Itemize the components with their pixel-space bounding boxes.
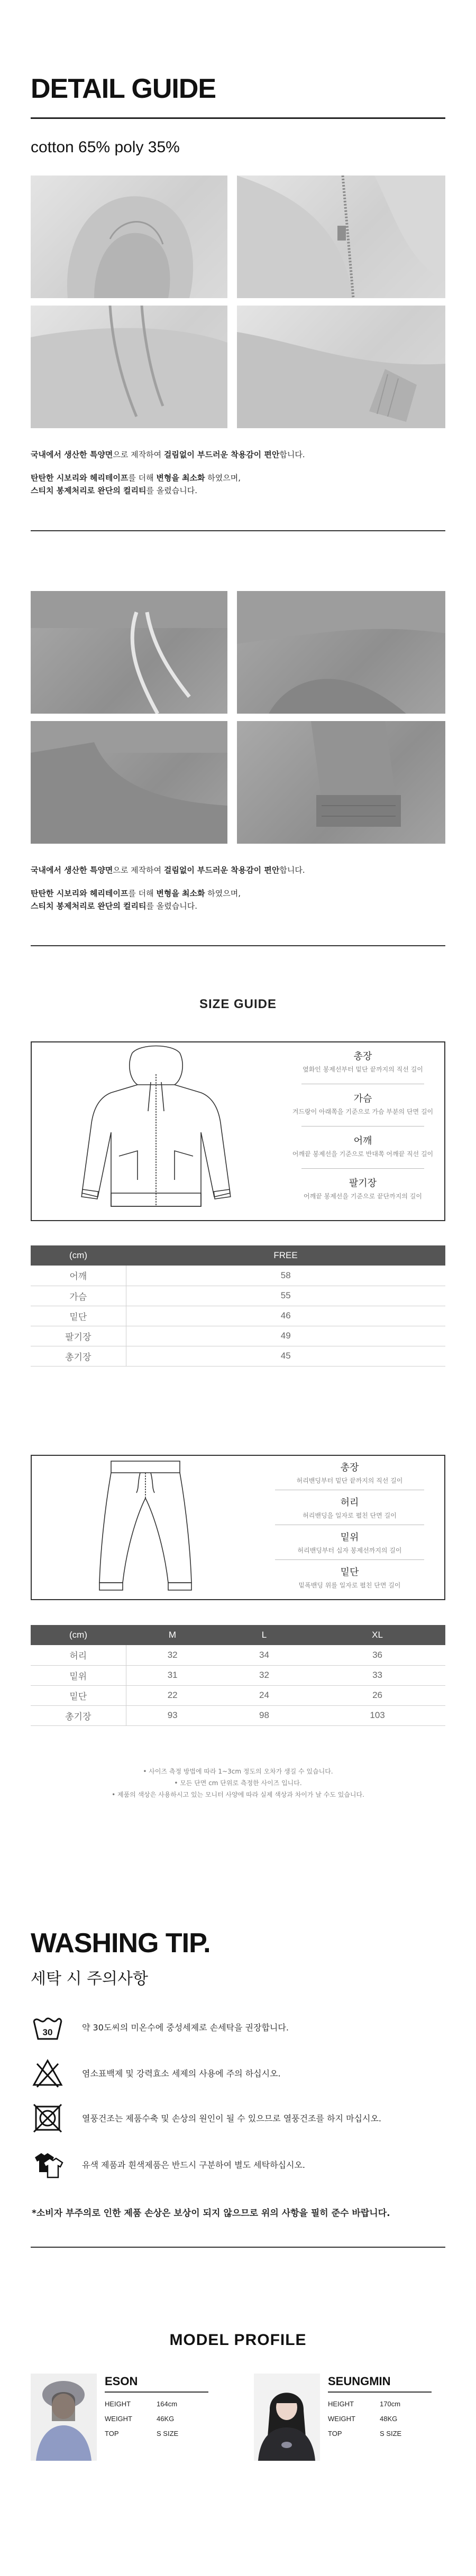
model-spec-label: HEIGHT: [105, 2400, 131, 2408]
measure-name: 밑위: [340, 1532, 359, 1543]
table-row: [31, 1326, 445, 1346]
measure-item: [280, 1091, 445, 1116]
measure-item: [254, 1495, 445, 1520]
measure-desc: 허리밴딩부터 십자 봉제선까지의 길이: [297, 1547, 402, 1554]
table-cell: 93: [126, 1705, 219, 1725]
detail-guide-section: [0, 0, 476, 560]
material-text: cotton 65% poly 35%: [31, 139, 180, 156]
wash-item: [32, 2149, 444, 2181]
measure-item: [254, 1460, 445, 1485]
bottom-measure-list: [254, 1456, 445, 1599]
measure-name: 총장: [340, 1462, 359, 1473]
hoodie-flat-icon: [32, 1042, 280, 1220]
desc-bold: 국내에서 생산한 특양면: [31, 450, 113, 459]
model-spec-label: TOP: [328, 2430, 342, 2437]
table-cell: 총기장: [31, 1705, 126, 1725]
measure-name: 총장: [353, 1051, 372, 1062]
desc-text: 를 더해: [128, 473, 157, 483]
detail-guide-title: DETAIL GUIDE: [31, 73, 216, 104]
section-divider: [31, 2247, 445, 2248]
desc-text: 으로 제작하여: [113, 865, 164, 875]
measure-divider: [275, 1559, 424, 1560]
no-bleach-icon: [32, 2057, 63, 2089]
hoodie-cuff-photo: [237, 306, 445, 428]
measure-desc: 어깨끝 봉제선을 기준으로 반대쪽 어깨끝 직선 길이: [292, 1150, 434, 1158]
model-spec-value: S SIZE: [157, 2430, 179, 2437]
title-underline: [31, 117, 445, 119]
measure-item: [254, 1530, 445, 1555]
bottom-size-table: [31, 1625, 445, 1726]
section-divider: [31, 530, 445, 531]
wash-text: 열풍건조는 제품수축 및 손상의 원인이 될 수 있으므로 열풍건조를 하지 마십시오.: [82, 2113, 381, 2123]
table-header: XL: [309, 1625, 445, 1645]
bottom-size-diagram: [31, 1455, 445, 1600]
measure-desc: 밑폭밴딩 위를 일자로 펼친 단면 길이: [298, 1582, 401, 1589]
wash-item: [32, 2011, 444, 2043]
table-cell: 31: [126, 1665, 219, 1685]
measure-name: 밑단: [340, 1567, 359, 1578]
hoodie-description: [31, 448, 445, 497]
desc-text: 를 올렸습니다.: [146, 901, 198, 911]
table-row: [31, 1266, 445, 1286]
model-spec-label: WEIGHT: [328, 2415, 355, 2423]
pants-cuff-photo: [237, 721, 445, 844]
table-cell: 허리: [31, 1645, 126, 1665]
model-spec-label: HEIGHT: [328, 2400, 354, 2408]
desc-text: 하였으며,: [205, 889, 241, 898]
pants-leg-photo: [31, 721, 227, 844]
model-spec-value: 46KG: [157, 2415, 175, 2423]
table-cell: 34: [219, 1645, 309, 1665]
table-cell: 58: [126, 1266, 445, 1286]
wash-item: [32, 2102, 444, 2134]
model-spec-label: TOP: [105, 2430, 119, 2437]
model-name: ESON: [105, 2375, 138, 2388]
table-header-row: [31, 1625, 445, 1645]
washing-subtitle: 세탁 시 주의사항: [31, 1970, 148, 1988]
table-cell: 밑위: [31, 1665, 126, 1685]
desc-bold: 탄탄한 시보리와 헤리테이프: [31, 473, 129, 483]
size-note: • 사이즈 측정 방법에 따라 1~3cm 정도의 오차가 생길 수 있습니다.: [143, 1768, 333, 1775]
no-tumble-dry-icon: [32, 2102, 63, 2134]
pants-description: [31, 864, 445, 912]
pants-detail-section: [0, 560, 476, 973]
model-spec-value: 164cm: [157, 2400, 178, 2408]
model-spec-value: 170cm: [380, 2400, 401, 2408]
wash-text: 약 30도씨의 미온수에 중성세제로 손세탁을 권장합니다.: [82, 2023, 289, 2033]
measure-item: [280, 1133, 445, 1158]
measure-desc: 허리밴딩부터 밑단 끝까지의 직선 길이: [296, 1477, 403, 1484]
desc-text: 를 올렸습니다.: [146, 486, 198, 495]
wash-item: [32, 2057, 444, 2089]
measure-divider: [301, 1126, 424, 1127]
table-row: [31, 1346, 445, 1366]
table-cell: 가슴: [31, 1286, 126, 1306]
separate-wash-icon: [32, 2149, 63, 2181]
desc-text: 합니다.: [279, 450, 305, 459]
table-cell: 26: [309, 1685, 445, 1705]
table-cell: 103: [309, 1705, 445, 1725]
model-spec-label: WEIGHT: [105, 2415, 132, 2423]
desc-bold: 변형을 최소화: [156, 473, 205, 483]
measure-name: 팔기장: [349, 1178, 377, 1189]
table-cell: 46: [126, 1306, 445, 1326]
washing-title: WASHING TIP.: [31, 1928, 210, 1959]
size-notes: [0, 1766, 476, 1801]
pants-side-photo: [237, 591, 445, 714]
wash-text: 유색 제품과 흰색제품은 반드시 구분하여 별도 세탁하십시오.: [82, 2160, 306, 2170]
table-cell: 어깨: [31, 1266, 126, 1286]
desc-bold: 스티치 봉제처리로 완단의 컬리티: [31, 486, 147, 495]
top-size-diagram: [31, 1041, 445, 1221]
desc-text: 합니다.: [279, 865, 305, 875]
model-divider: [105, 2392, 208, 2393]
hoodie-hood-photo: [31, 176, 227, 298]
measure-item: [254, 1565, 445, 1590]
desc-bold: 걸림없이 부드러운 착용감이 편안: [163, 865, 280, 875]
top-size-table: [31, 1245, 445, 1367]
table-row: [31, 1705, 445, 1725]
wash-temp-label: 30: [42, 2027, 53, 2037]
table-header: FREE: [126, 1245, 445, 1266]
table-header: M: [126, 1625, 219, 1645]
table-row: [31, 1645, 445, 1665]
measure-name: 어깨: [353, 1135, 372, 1147]
table-cell: 총기장: [31, 1346, 126, 1366]
desc-text: 으로 제작하여: [113, 450, 164, 459]
table-cell: 45: [126, 1346, 445, 1366]
wash-warning: *소비자 부주의로 인한 제품 손상은 보상이 되지 않으므로 위의 사항을 필히 준수 바랍니다.: [32, 2208, 390, 2219]
desc-bold: 국내에서 생산한 특양면: [31, 865, 113, 875]
table-cell: 밑단: [31, 1685, 126, 1705]
size-note: • 모든 단면 cm 단위로 측정한 사이즈 입니다.: [174, 1779, 302, 1787]
table-cell: 24: [219, 1685, 309, 1705]
hoodie-zipper-photo: [237, 176, 445, 298]
size-note: • 제품의 색상은 사용하시고 있는 모니터 사양에 따라 실제 색상과 차이가 날 수도 있습니다.: [112, 1791, 364, 1798]
model-photo-seungmin: [254, 2374, 320, 2461]
table-header-row: [31, 1245, 445, 1266]
model-profile-title: MODEL PROFILE: [169, 2331, 307, 2349]
section-divider: [31, 945, 445, 946]
desc-text: 하였으며,: [205, 473, 241, 483]
measure-item: [280, 1049, 445, 1074]
table-row: [31, 1286, 445, 1306]
measure-desc: 옆화인 봉제선부터 밑단 끝까지의 직선 길이: [303, 1066, 423, 1073]
table-row: [31, 1665, 445, 1685]
table-row: [31, 1306, 445, 1326]
pants-waist-photo: [31, 591, 227, 714]
table-cell: 36: [309, 1645, 445, 1665]
wash-30-icon: [32, 2011, 63, 2043]
table-cell: 32: [219, 1665, 309, 1685]
model-photo-eson: [31, 2374, 97, 2461]
measure-item: [280, 1176, 445, 1201]
table-cell: 49: [126, 1326, 445, 1346]
model-divider: [328, 2392, 432, 2393]
table-cell: 밑단: [31, 1306, 126, 1326]
desc-bold: 변형을 최소화: [156, 889, 205, 898]
model-spec-value: 48KG: [380, 2415, 398, 2423]
desc-text: 를 더해: [128, 889, 157, 898]
hoodie-string-photo: [31, 306, 227, 428]
measure-divider: [301, 1168, 424, 1169]
measure-desc: 허리밴딩을 일자로 펼친 단면 길이: [303, 1512, 397, 1519]
table-cell: 32: [126, 1645, 219, 1665]
table-header: (cm): [31, 1625, 126, 1645]
table-cell: 33: [309, 1665, 445, 1685]
measure-desc: 겨드랑이 아래쪽을 기준으로 가슴 부분의 단면 길이: [292, 1108, 434, 1115]
table-cell: 22: [126, 1685, 219, 1705]
desc-bold: 스티치 봉제처리로 완단의 컬리티: [31, 901, 147, 911]
wash-text: 염소표백제 및 강력효소 세제의 사용에 주의 하십시오.: [82, 2069, 281, 2079]
desc-bold: 걸림없이 부드러운 착용감이 편안: [163, 450, 280, 459]
table-header: L: [219, 1625, 309, 1645]
pants-flat-icon: [32, 1456, 254, 1599]
size-guide-title: SIZE GUIDE: [199, 997, 277, 1011]
measure-desc: 어깨끝 봉제선을 기준으로 끝단까지의 길이: [304, 1193, 422, 1200]
measure-name: 가슴: [353, 1093, 372, 1104]
top-measure-list: [280, 1042, 445, 1220]
table-row: [31, 1685, 445, 1705]
measure-name: 허리: [340, 1497, 359, 1508]
model-name: SEUNGMIN: [328, 2375, 391, 2388]
table-cell: 팔기장: [31, 1326, 126, 1346]
desc-bold: 탄탄한 시보리와 헤리테이프: [31, 889, 129, 898]
table-cell: 55: [126, 1286, 445, 1306]
table-header: (cm): [31, 1245, 126, 1266]
table-cell: 98: [219, 1705, 309, 1725]
model-spec-value: S SIZE: [380, 2430, 402, 2437]
